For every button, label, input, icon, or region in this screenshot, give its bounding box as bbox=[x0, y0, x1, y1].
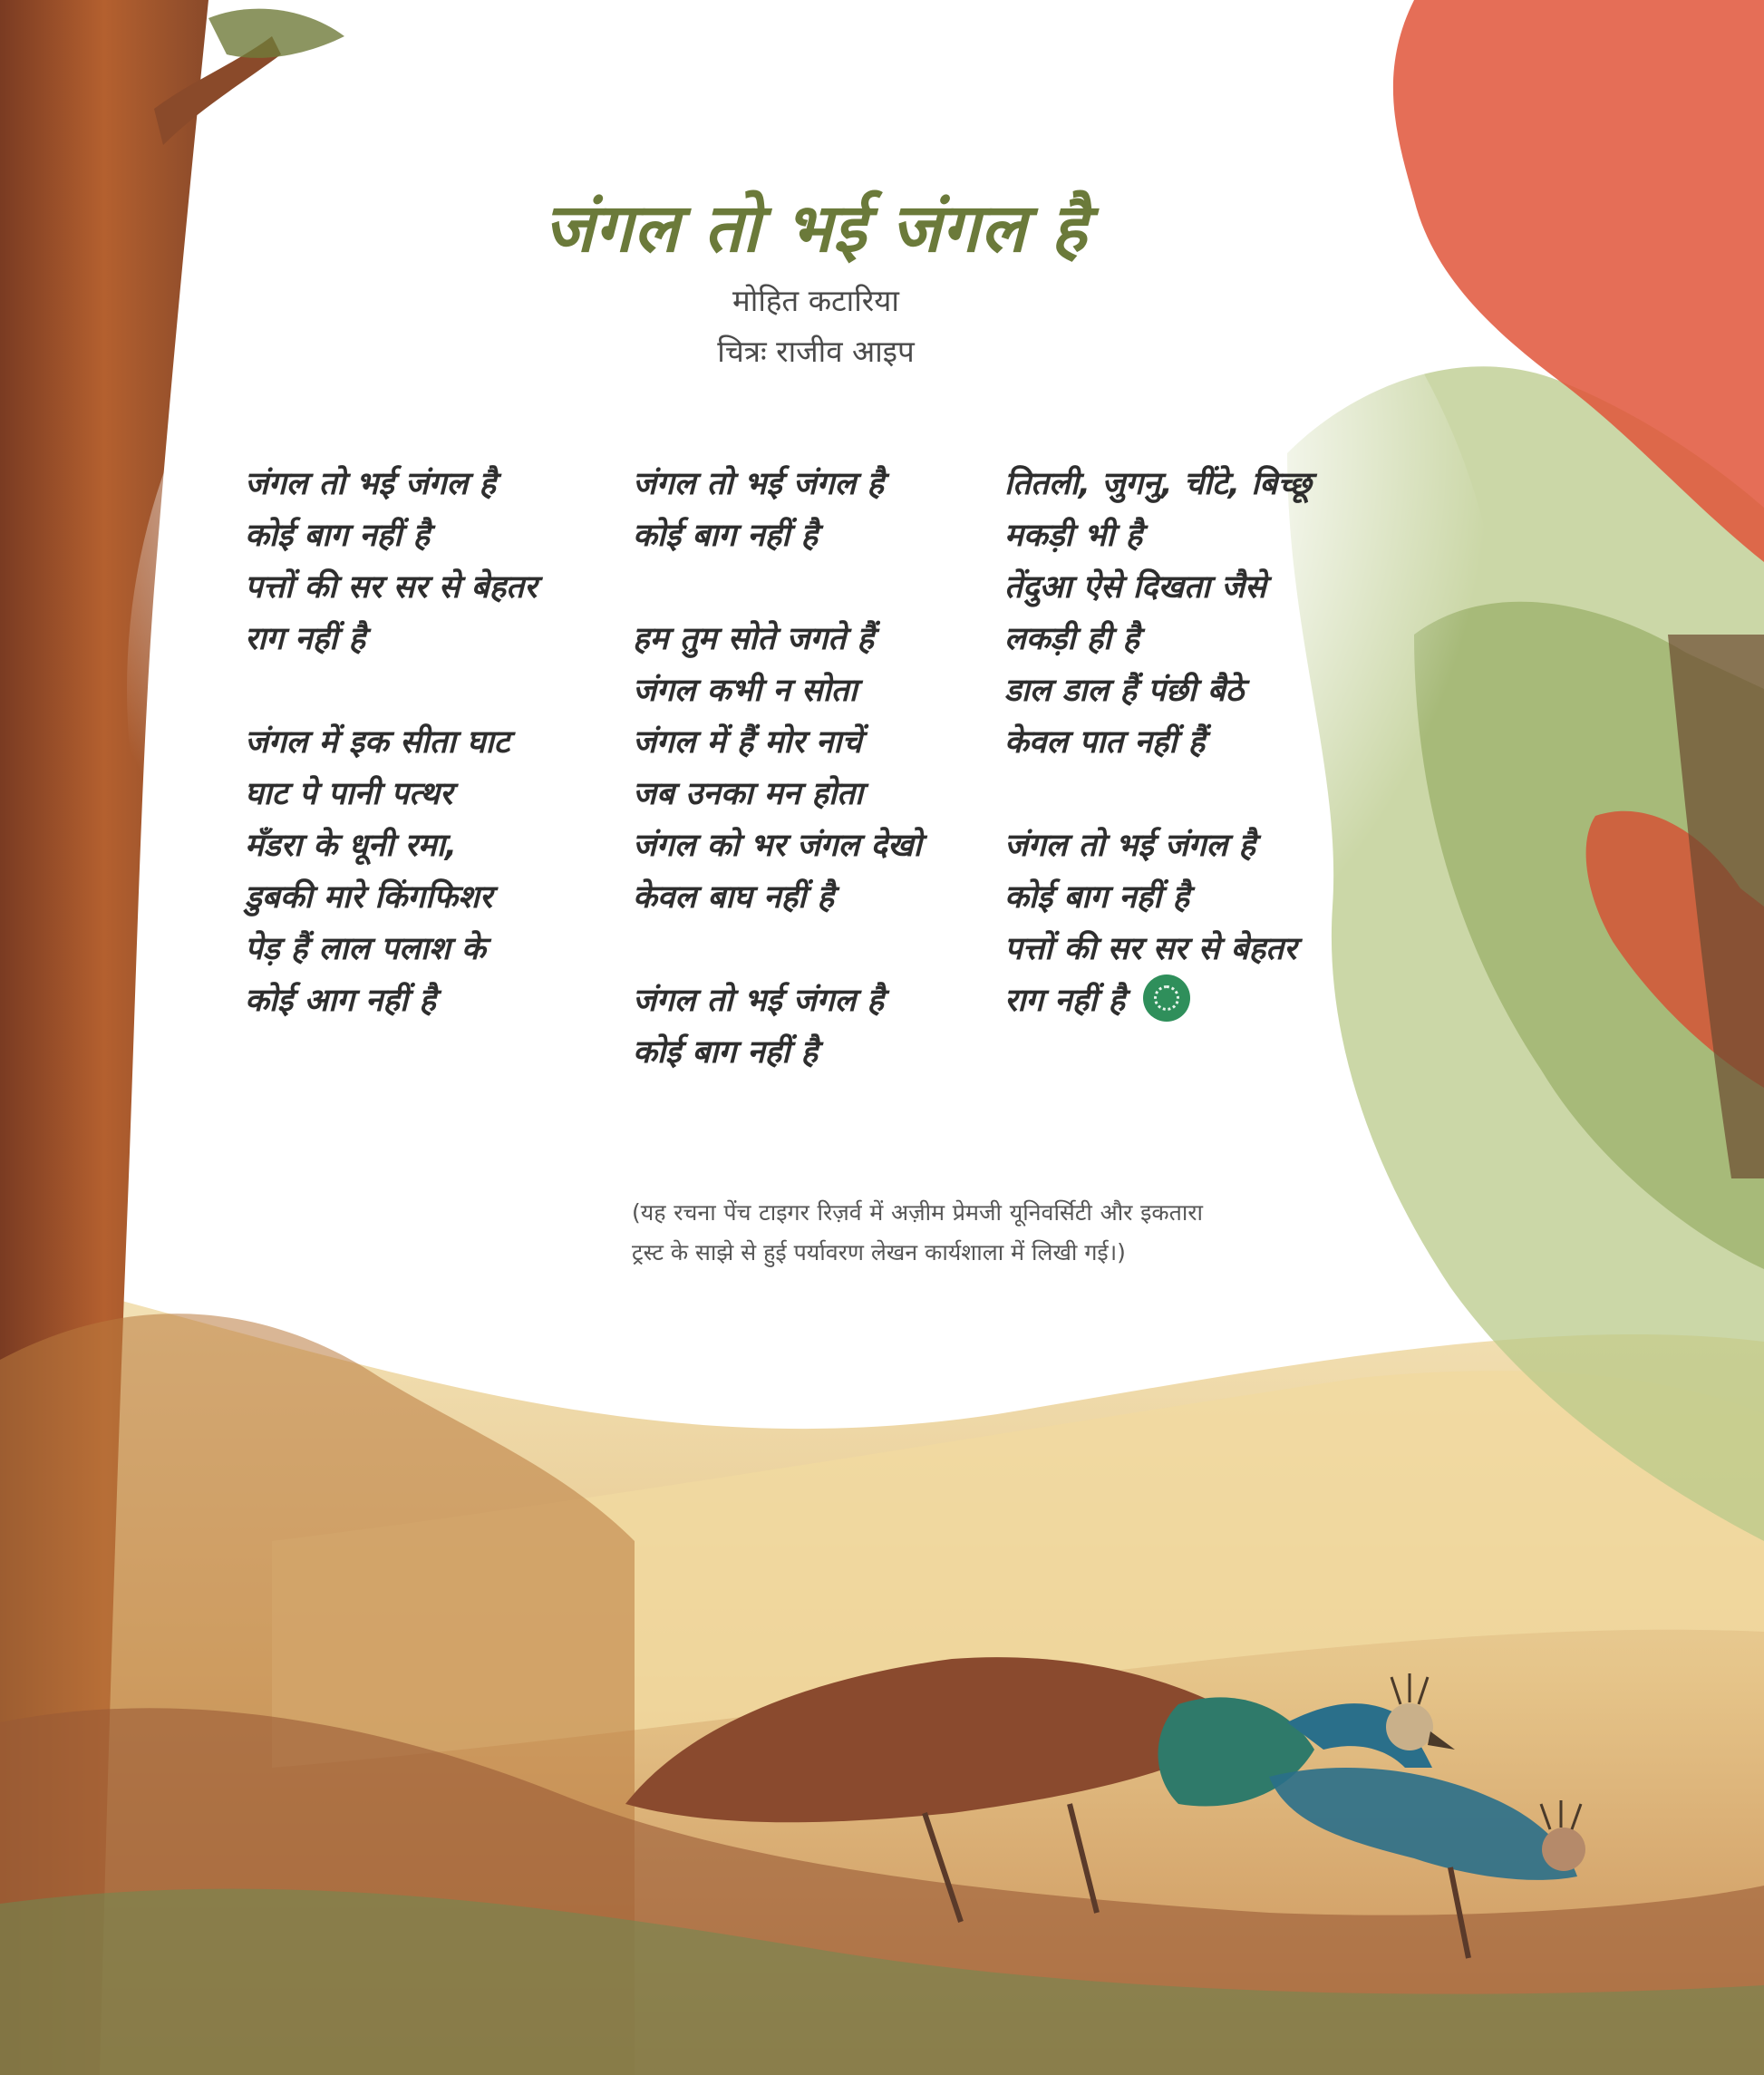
poem-line: जंगल तो भई जंगल है bbox=[1004, 828, 1255, 864]
poem-line: केवल बाघ नहीं है bbox=[633, 879, 835, 916]
poem-line: जंगल कभी न सोता bbox=[633, 673, 858, 709]
end-mark-icon bbox=[1143, 974, 1190, 1022]
footnote: (यह रचना पेंच टाइगर रिज़र्व में अज़ीम प्रेमजी यूनिवर्सिटी और इकतारा ट्रस्ट के साझे से हुई पर्यावरण लेखन कार्यशाला में लिखी गई।) bbox=[632, 1199, 1203, 1265]
poem-line: राग नहीं है bbox=[1004, 983, 1126, 1019]
poem-line: जंगल तो भई जंगल है bbox=[633, 983, 884, 1019]
poem-line: कोई बाग नहीं है bbox=[633, 1034, 819, 1071]
poem-line: डाल डाल हैं पंछी बैठे bbox=[1004, 673, 1245, 709]
poem-line: जंगल में इक सीता घाट bbox=[245, 724, 510, 761]
stanza-break bbox=[633, 924, 922, 975]
illustrator-credit: चित्रः राजीव आइप bbox=[717, 334, 915, 369]
poem-line: जंगल को भर जंगल देखो bbox=[633, 828, 922, 864]
poem-line: राग नहीं है bbox=[245, 621, 366, 657]
poem-line: पेड़ हैं लाल पलाश के bbox=[245, 931, 486, 967]
poem-line: कोई बाग नहीं है bbox=[1004, 879, 1190, 916]
top-leaves bbox=[208, 9, 344, 58]
poem-column-3 bbox=[1004, 459, 1312, 1027]
poem-line: पत्तों की सर सर से बेहतर bbox=[245, 569, 538, 606]
stanza-break bbox=[633, 562, 922, 614]
poem-line: मकड़ी भी है bbox=[1004, 518, 1143, 554]
poem-line: हम तुम सोते जगते हैं bbox=[633, 621, 875, 657]
poem-line: केवल पात नहीं हैं bbox=[1004, 724, 1206, 761]
poem-line: पत्तों की सर सर से बेहतर bbox=[1004, 931, 1297, 967]
poem-line: जंगल तो भई जंगल है bbox=[633, 466, 884, 502]
poem-last-line bbox=[1004, 975, 1312, 1027]
poem-line: जब उनका मन होता bbox=[633, 776, 864, 812]
poem-line: तेंदुआ ऐसे दिखता जैसे bbox=[1004, 569, 1266, 606]
poem-line: कोई बाग नहीं है bbox=[245, 518, 431, 554]
poem-line: मँडरा के धूनी रमा, bbox=[245, 828, 458, 864]
poem-column-1 bbox=[245, 459, 537, 1027]
poem-line: कोई आग नहीं है bbox=[245, 983, 436, 1019]
poem-line: कोई बाग नहीं है bbox=[633, 518, 819, 554]
poem-line: जंगल तो भई जंगल है bbox=[245, 466, 496, 502]
peacock-head bbox=[1386, 1703, 1433, 1750]
poem-line: तितली, जुगनु, चींटे, बिच्छू bbox=[1004, 466, 1312, 502]
stanza-break bbox=[245, 665, 537, 717]
peahen-head bbox=[1542, 1828, 1585, 1871]
poem-line: जंगल में हैं मोर नाचें bbox=[633, 724, 862, 761]
poem-line: घाट पे पानी पत्थर bbox=[245, 776, 453, 812]
poem-title: जंगल तो भई जंगल है bbox=[544, 189, 1088, 267]
stanza-break bbox=[1004, 769, 1312, 820]
poem-author: मोहित कटारिया bbox=[732, 283, 899, 318]
poem-line: लकड़ी ही है bbox=[1004, 621, 1140, 657]
poem-column-2 bbox=[633, 459, 922, 1079]
poem-line: डुबकी मारे किंगफिशर bbox=[245, 879, 493, 916]
